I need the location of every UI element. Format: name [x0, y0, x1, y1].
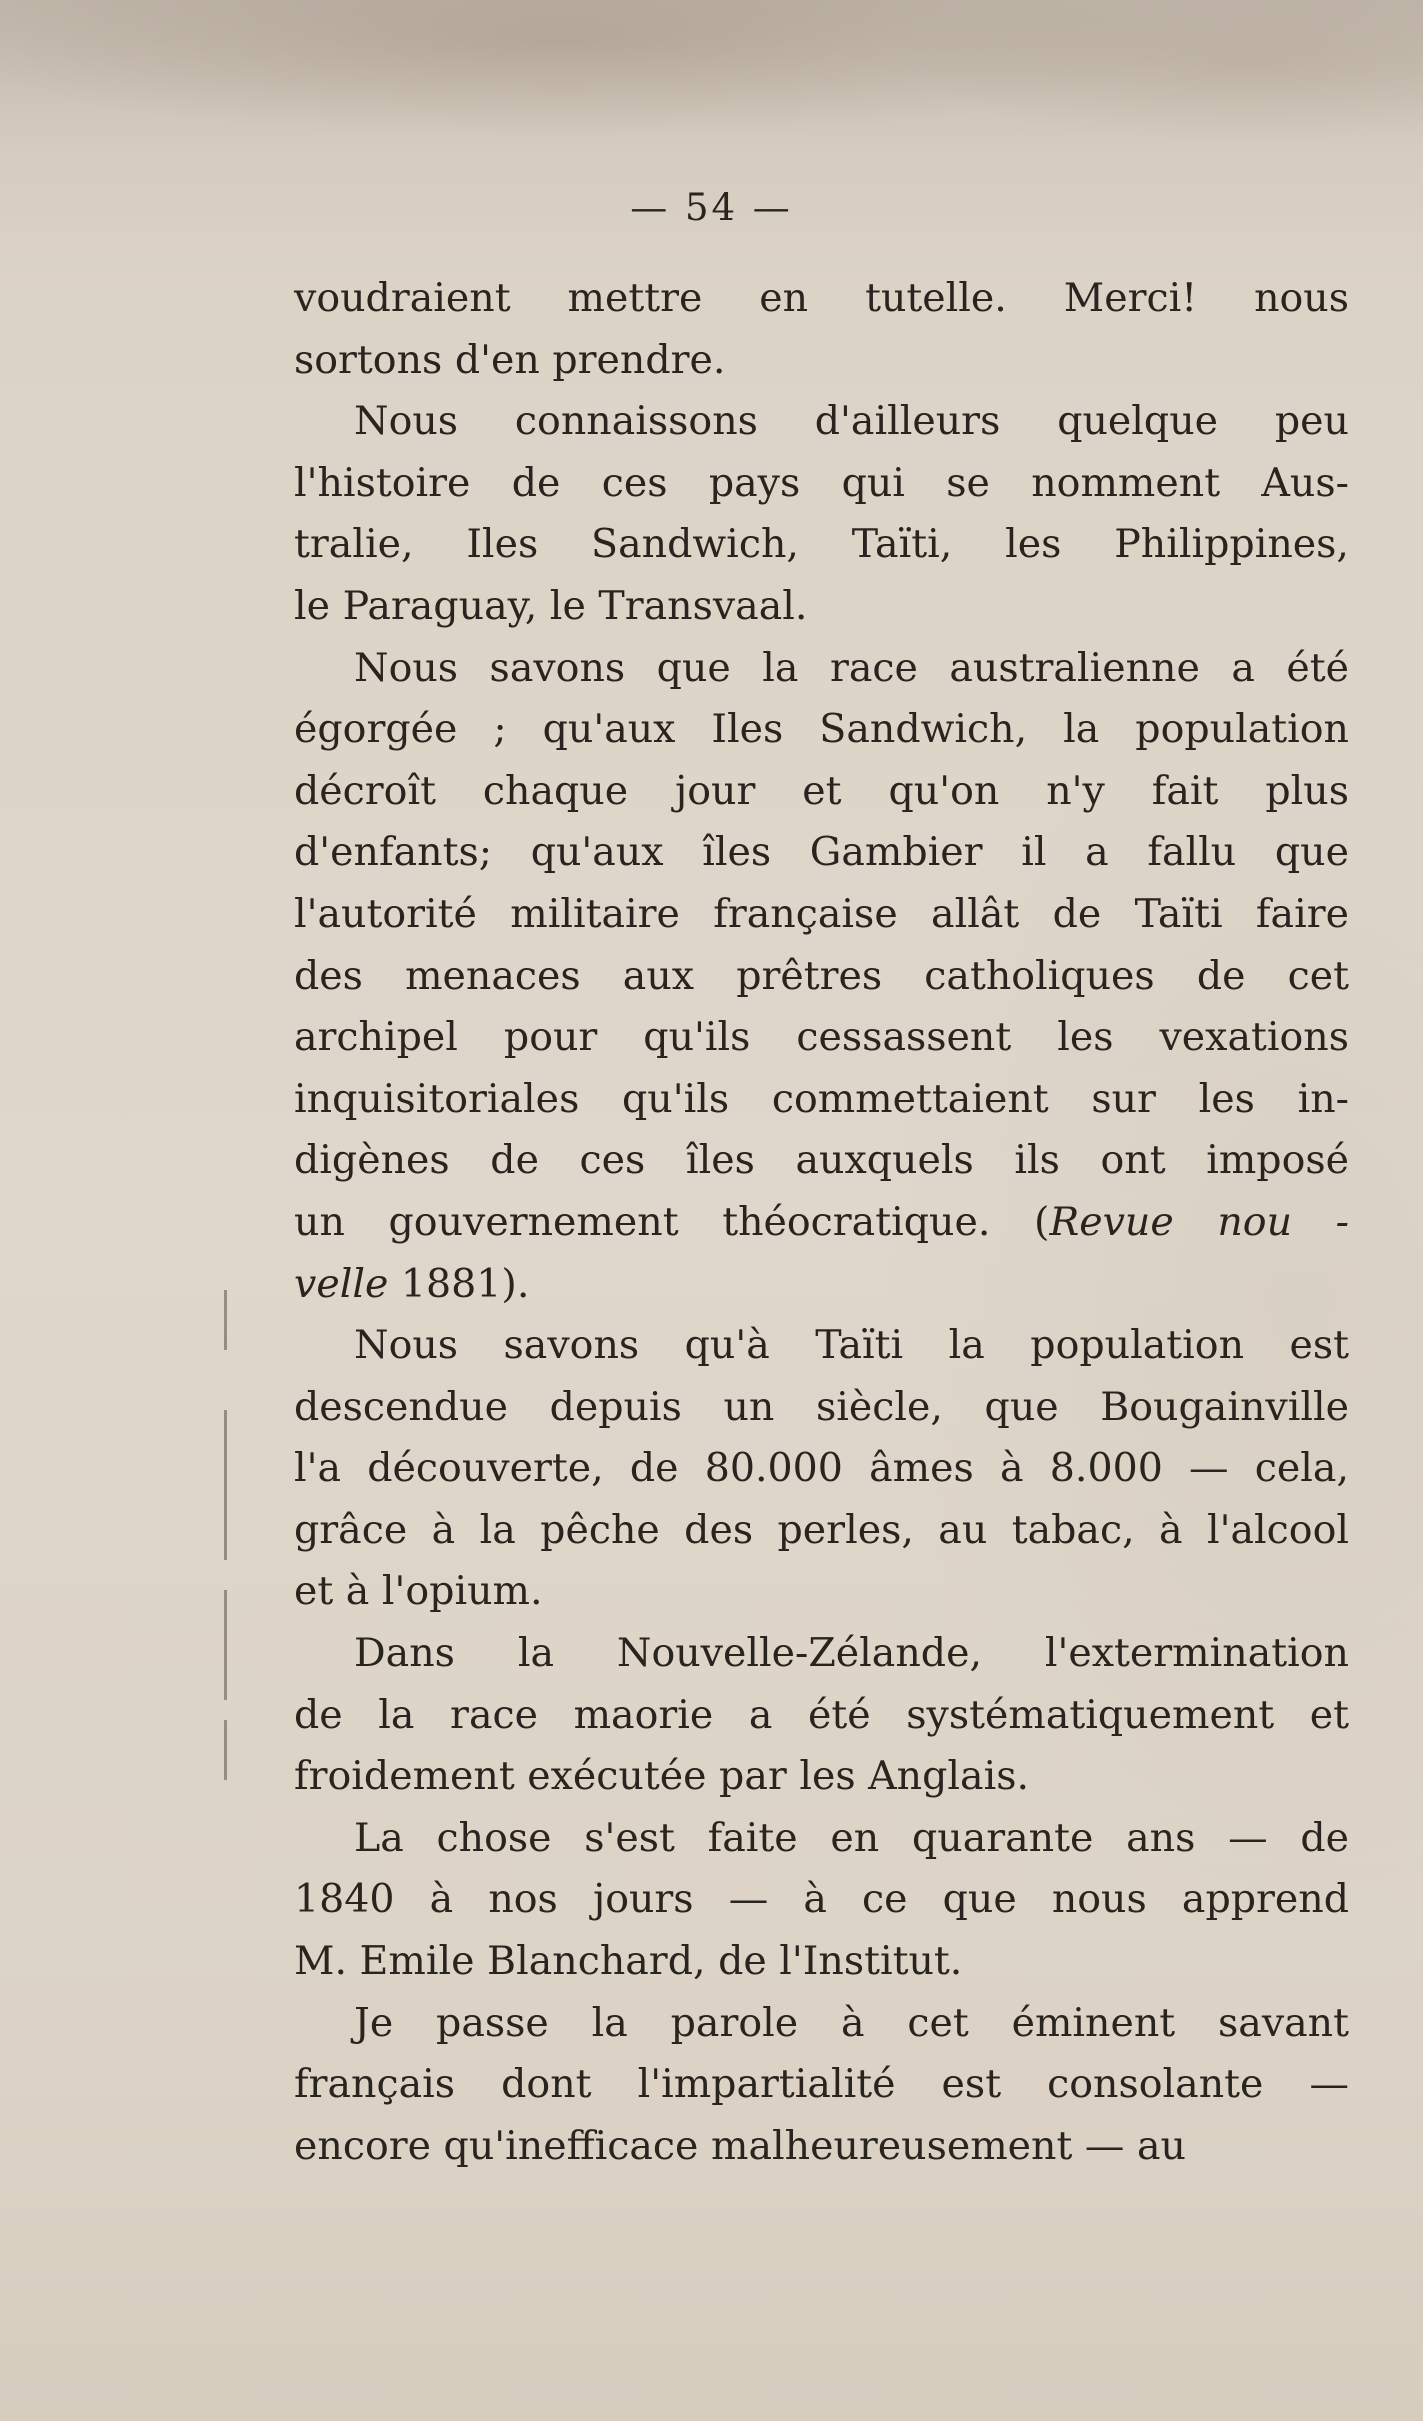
text-line: et à l'opium. [294, 1568, 543, 1615]
text-line: l'a découverte, de 80.000 âmes à 8.000 — cela, [294, 1445, 1349, 1492]
page-number: — 54 — [630, 186, 793, 229]
text-line: Je passe la parole à cet éminent savant [354, 1999, 1349, 2046]
margin-mark [224, 1290, 227, 1350]
text-line: d'enfants; qu'aux îles Gambier il a fallu que [294, 829, 1349, 876]
page-stain [0, 0, 1423, 150]
text-line: encore qu'inefficace malheureusement — au [294, 2122, 1186, 2169]
margin-mark [224, 1410, 227, 1560]
text-line: de la race maorie a été systématiquement et [294, 1691, 1349, 1738]
paragraph [294, 638, 1349, 1316]
text-line: français dont l'impartialité est consolante — [294, 2061, 1349, 2108]
text-line: velle 1881). [294, 1260, 530, 1307]
text-line: décroît chaque jour et qu'on n'y fait plus [294, 767, 1349, 814]
text-line: Dans la Nouvelle-Zélande, l'extermination [354, 1630, 1349, 1677]
text-line: 1840 à nos jours — à ce que nous apprend [294, 1876, 1349, 1923]
paragraph [294, 1315, 1349, 1623]
text-line: descendue depuis un siècle, que Bougainville [294, 1383, 1349, 1430]
text-line: l'autorité militaire française allât de Taïti faire [294, 890, 1349, 937]
text-line: sortons d'en prendre. [294, 336, 726, 383]
text-line: froidement exécutée par les Anglais. [294, 1753, 1030, 1800]
paragraph [294, 391, 1349, 637]
margin-mark [224, 1720, 227, 1780]
text-line: La chose s'est faite en quarante ans — de [354, 1814, 1349, 1861]
body-text [294, 268, 1349, 2177]
paragraph [294, 268, 1349, 391]
paragraph [294, 1623, 1349, 1808]
text-line: Nous savons qu'à Taïti la population est [354, 1322, 1349, 1369]
text-line: digènes de ces îles auxquels ils ont imposé [294, 1137, 1349, 1184]
text-line: des menaces aux prêtres catholiques de cet [294, 952, 1349, 999]
paragraph [294, 1993, 1349, 2178]
text-line: archipel pour qu'ils cessassent les vexations [294, 1014, 1349, 1061]
text-line: tralie, Iles Sandwich, Taïti, les Philippines, [294, 521, 1349, 568]
margin-mark [224, 1590, 227, 1700]
text-line: Nous connaissons d'ailleurs quelque peu [354, 398, 1349, 445]
text-line: Nous savons que la race australienne a été [354, 644, 1349, 691]
text-line: voudraient mettre en tutelle. Merci! nous [294, 275, 1349, 321]
paragraph [294, 1808, 1349, 1993]
text-line: M. Emile Blanchard, de l'Institut. [294, 1938, 963, 1985]
text-line: un gouvernement théocratique. (Revue nou - [294, 1198, 1349, 1245]
text-line: le Paraguay, le Transvaal. [294, 582, 808, 629]
text-line: grâce à la pêche des perles, au tabac, à l'alcool [294, 1506, 1349, 1553]
text-line: l'histoire de ces pays qui se nomment Aus- [294, 459, 1349, 506]
text-line: égorgée ; qu'aux Iles Sandwich, la population [294, 706, 1349, 753]
text-line: inquisitoriales qu'ils commettaient sur les in- [294, 1075, 1349, 1122]
